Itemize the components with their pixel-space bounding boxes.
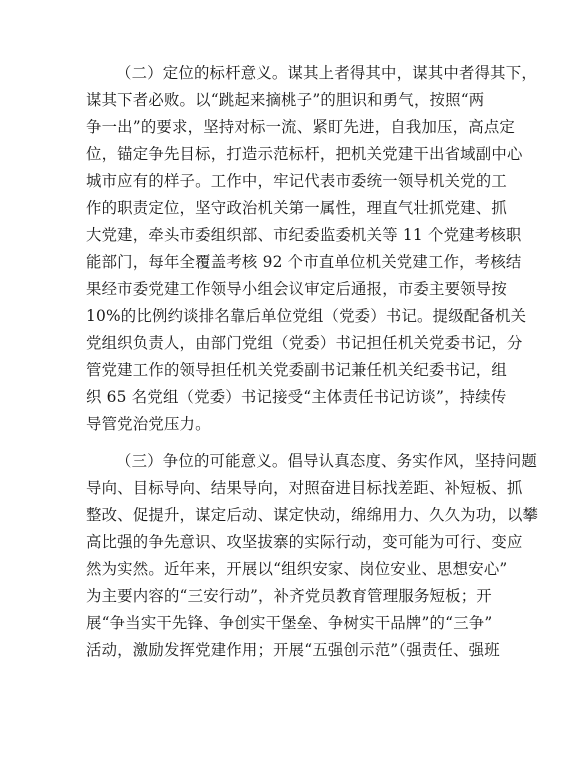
text-line: （二）定位的标杆意义。谋其上者得其中，谋其中者得其下， (116, 64, 537, 82)
text-line: 然为实然。近年来，开展以“组织安家、岗位安业、思想安心” (86, 560, 508, 578)
text-line: （三）争位的可能意义。倡导认真态度、务实作风，坚持问题 (116, 452, 537, 470)
text-line: 谋其下者必败。以“跳起来摘桃子”的胆识和勇气，按照“两 (86, 91, 485, 109)
text-line: 党组织负责人，由部门党组（党委）书记担任机关党委书记，分 (86, 334, 523, 352)
text-line: 大党建，牵头市委组织部、市纪委监委机关等 11 个党建考核职 (86, 226, 522, 244)
text-line: 能部门，每年全覆盖考核 92 个市直单位机关党建工作，考核结 (86, 253, 522, 271)
text-line: 10%的比例约谈排名靠后单位党组（党委）书记。提级配备机关 (86, 307, 527, 325)
text-line: 作的职责定位，坚守政治机关第一属性，理直气壮抓党建、抓 (86, 199, 507, 217)
text-line: 整改、促提升，谋定后动、谋定快动，绵绵用力、久久为功，以攀 (86, 506, 539, 524)
text-line: 高比强的争先意识、攻坚拔寨的实际行动，变可能为可行、变应 (86, 533, 523, 551)
text-line: 织 65 名党组（党委）书记接受“主体责任书记访谈”，持续传 (86, 388, 507, 406)
text-line: 争一出”的要求，坚持对标一流、紧盯先进，自我加压，高点定 (86, 118, 516, 136)
text-line: 城市应有的样子。工作中，牢记代表市委统一领导机关党的工 (86, 172, 507, 190)
text-line: 管党建工作的领导担任机关党委副书记兼任机关纪委书记，组 (86, 361, 507, 379)
text-line: 导管党治党压力。 (86, 415, 211, 433)
text-line: 位，锚定争先目标，打造示范标杆，把机关党建干出省域副中心 (86, 145, 523, 163)
text-line: 果经市委党建工作领导小组会议审定后通报，市委主要领导按 (86, 280, 507, 298)
text-line: 为主要内容的“三安行动”，补齐党员教育管理服务短板；开 (86, 587, 492, 605)
text-line: 活动，激励发挥党建作用；开展“五强创示范”（强责任、强班 (86, 641, 500, 659)
text-line: 导向、目标导向、结果导向，对照奋进目标找差距、补短板、抓 (86, 479, 523, 497)
text-line: 展“争当实干先锋、争创实干堡垒、争树实干品牌”的“三争” (86, 614, 493, 632)
